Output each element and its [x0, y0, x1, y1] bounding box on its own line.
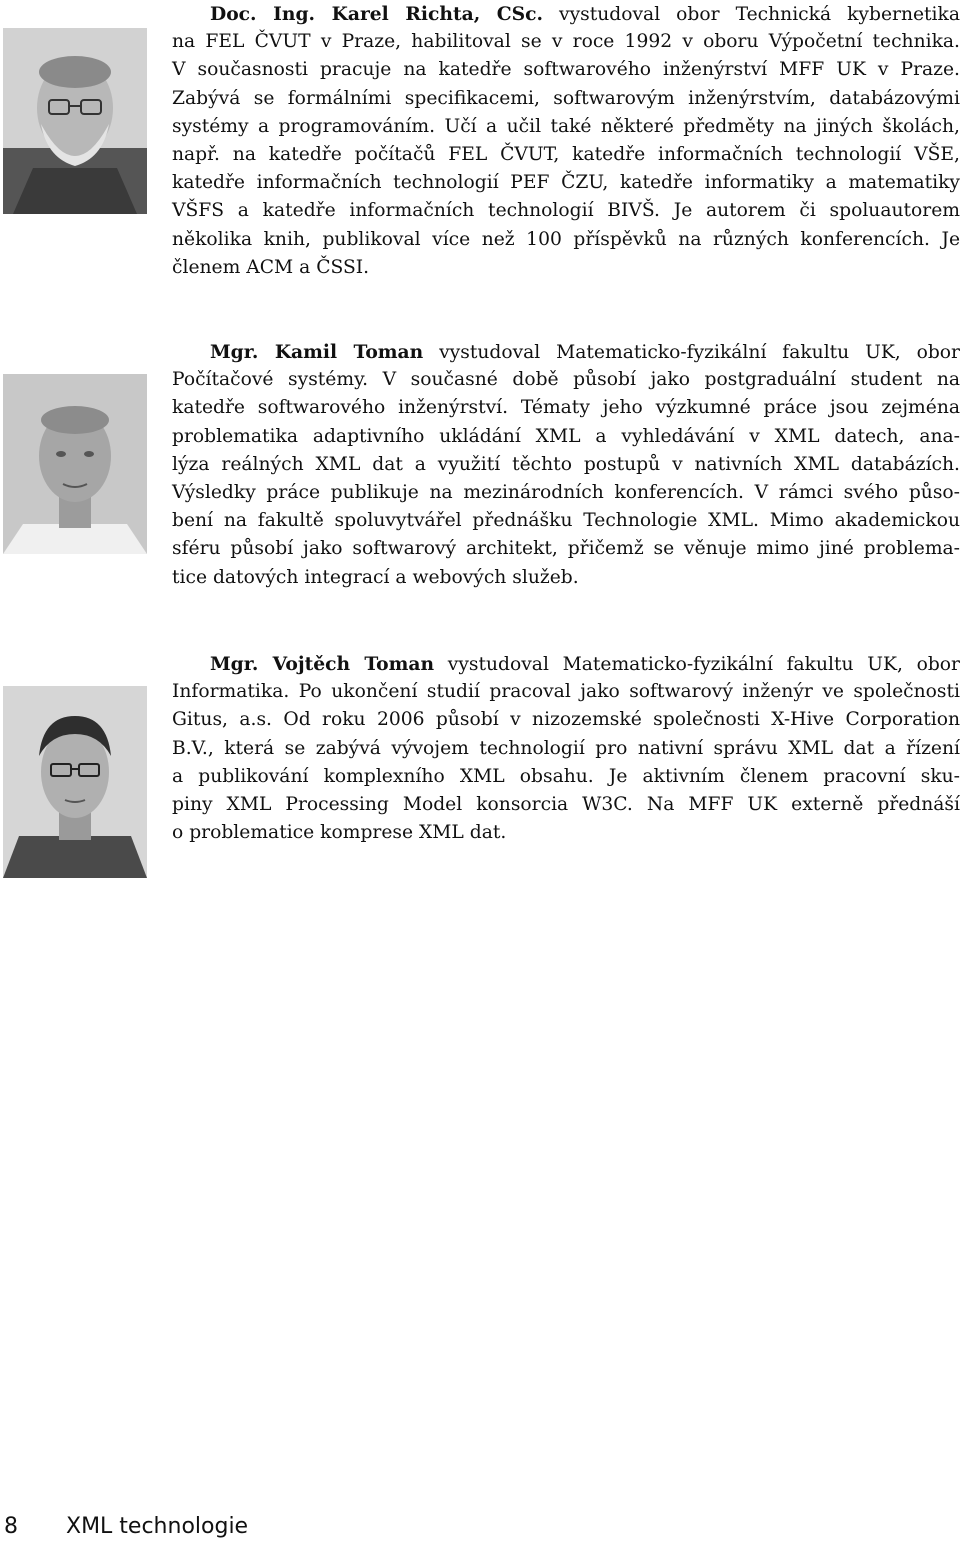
- bio-text: [172, 650, 960, 847]
- bio-line: bení na fakultě spoluvytvářel přednášku Technologie XML. Mimo akademickou: [172, 510, 960, 532]
- bio-line: Počítačové systémy. V současné době působí jako postgraduální student na: [172, 369, 960, 391]
- portrait-photo: [3, 28, 147, 214]
- portrait-photo: [3, 374, 147, 554]
- bio-line: Mgr. Vojtěch Toman vystudoval Matematicko-fyzikální fakultu UK, obor: [210, 653, 960, 675]
- bio-line: Mgr. Kamil Toman vystudoval Matematicko-fyzikální fakultu UK, obor: [210, 341, 960, 363]
- bio-line: několika knih, publikoval více než 100 příspěvků na různých konferencích. Je: [172, 228, 960, 250]
- bio-line: systémy a programováním. Učí a učil také některé předměty na jiných školách,: [172, 115, 960, 137]
- bio-line: sféru působí jako softwarový architekt, přičemž se věnuje mimo jiné problema-: [172, 538, 960, 560]
- bio-line: V současnosti pracuje na katedře softwarového inženýrství MFF UK v Praze.: [172, 59, 960, 81]
- running-title: XML technologie: [66, 1514, 249, 1539]
- bio-line: o problematice komprese XML dat.: [172, 822, 507, 844]
- bio-line: katedře informačních technologií PEF ČZU, katedře informatiky a matematiky: [172, 172, 960, 194]
- portrait-photo: [3, 686, 147, 878]
- bio-line: na FEL ČVUT v Praze, habilitoval se v roce 1992 v oboru Výpočetní technika.: [172, 31, 960, 53]
- bio-line: B.V., která se zabývá vývojem technologií pro nativní správu XML dat a řízení: [172, 737, 960, 759]
- bio-line: Zabývá se formálními specifikacemi, softwarovým inženýrstvím, databázovými: [172, 87, 960, 109]
- bio-line: problematika adaptivního ukládání XML a vyhledávání v XML datech, ana-: [172, 425, 960, 447]
- bio-text: [172, 0, 960, 282]
- person-name: Doc. Ing. Karel Richta, CSc.: [210, 3, 544, 25]
- bio-line: Informatika. Po ukončení studií pracoval jako softwarový inženýr ve společnosti: [172, 681, 960, 703]
- bio-line: a publikování komplexního XML obsahu. Je aktivním členem pracovní sku-: [172, 765, 960, 787]
- person-name: Mgr. Kamil Toman: [210, 341, 424, 363]
- person-name: Mgr. Vojtěch Toman: [210, 653, 435, 675]
- page-number: 8: [4, 1514, 18, 1539]
- bio-line: tice datových integrací a webových služeb.: [172, 566, 579, 588]
- bio-line: lýza reálných XML dat a využití těchto postupů v nativních XML databázích.: [172, 453, 960, 475]
- bio-line: katedře softwarového inženýrství. Tématy jeho výzkumné práce jsou zejména: [172, 397, 960, 419]
- bio-line: např. na katedře počítačů FEL ČVUT, katedře informačních technologií VŠE,: [172, 143, 960, 165]
- bio-line: Gitus, a.s. Od roku 2006 působí v nizozemské společnosti X-Hive Corporation: [172, 709, 960, 731]
- bio-line: Doc. Ing. Karel Richta, CSc. vystudoval obor Technická kybernetika: [210, 3, 960, 25]
- bio-line: piny XML Processing Model konsorcia W3C. Na MFF UK externě přednáší: [172, 793, 960, 815]
- bio-text: [172, 338, 960, 592]
- bio-line: Výsledky práce publikuje na mezinárodních konferencích. V rámci svého půso-: [172, 481, 960, 503]
- bio-line: VŠFS a katedře informačních technologií BIVŠ. Je autorem či spoluautorem: [172, 200, 960, 222]
- bio-line: členem ACM a ČSSI.: [172, 256, 370, 278]
